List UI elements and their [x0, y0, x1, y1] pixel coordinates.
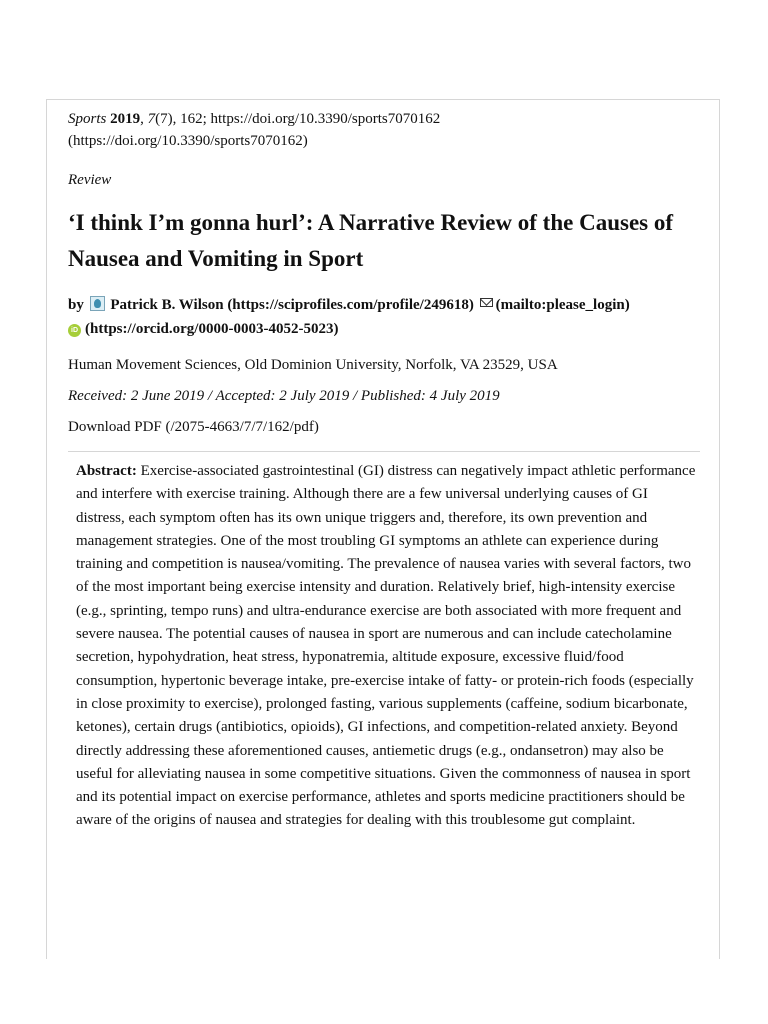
author-profile-link[interactable]: (https://sciprofiles.com/profile/249618) [227, 297, 474, 313]
article-header [68, 108, 708, 437]
doi-link[interactable]: (https://doi.org/10.3390/sports7070162) [68, 133, 308, 149]
author-profile-icon[interactable] [90, 296, 105, 311]
article-type: Review [68, 172, 112, 188]
citation-issue-article: (7), 162; https://doi.org/10.3390/sports7070162 [155, 111, 441, 127]
journal-name: Sports [68, 111, 107, 127]
abstract [76, 460, 696, 833]
orcid-icon[interactable]: iD [68, 324, 81, 337]
article-title: ‘I think I’m gonna hurl’: A Narrative Review of the Causes of Nausea and Vomiting in Sport [68, 210, 674, 271]
abstract-label: Abstract: [76, 463, 137, 479]
author-orcid-link[interactable]: (https://orcid.org/0000-0003-4052-5023) [85, 321, 339, 337]
citation-year: 2019 [110, 111, 141, 127]
section-divider [68, 451, 700, 452]
by-label: by [68, 297, 84, 313]
publication-dates: Received: 2 June 2019 / Accepted: 2 July 2019 / Published: 4 July 2019 [68, 388, 500, 404]
citation: Sports 2019, 7(7), 162; https://doi.org/10.3390/sports7070162 (https://doi.org/10.3390/sports7070162) [68, 111, 441, 149]
abstract-text: Exercise-associated gastrointestinal (GI) distress can negatively impact athletic performance and interfere with exercise training. Although there are a few universal underlying causes of GI distress, each symptom often has its own unique triggers and, therefore, its own prevention and management strategies. One of the most troubling GI symptoms an athlete can experience during training and competition is nausea/vomiting. The prevalence of nausea varies with several factors, two of the most important being exercise intensity and duration. Relatively brief, high-intensity exercise (e.g., sprinting, tempo runs) and ultra-endurance exercise are both associated with more frequent and severe nausea. The potential causes of nausea in sport are numerous and can include catecholamine secretion, hypohydration, heat stress, hyponatremia, altitude exposure, excessive fluid/food consumption, hypertonic beverage intake, pre-exercise intake of fatty- or protein-rich foods (especially in close proximity to exercise), prolonged fasting, various supplements (caffeine, sodium bicarbonate, ketones), certain drugs (antibiotics, opioids), GI infections, and competition-related anxiety. Beyond directly addressing these aforementioned causes, antiemetic drugs (e.g., ondansetron) may also be useful for alleviating nausea in some competitive situations. Given the commonness of nausea in sport and its potential impact on exercise performance, athletes and sports medicine practitioners should be aware of the origins of nausea and strategies for dealing with this troublesome gut complaint. [76, 463, 696, 829]
download-pdf-link[interactable]: Download PDF (/2075-4663/7/7/162/pdf) [68, 419, 319, 435]
affiliation: Human Movement Sciences, Old Dominion University, Norfolk, VA 23529, USA [68, 357, 558, 373]
citation-volume: 7 [147, 111, 156, 127]
author-line [68, 293, 708, 341]
mail-icon[interactable] [480, 298, 493, 307]
author-mail-link[interactable]: (mailto:please_login) [495, 297, 630, 313]
author-name[interactable]: Patrick B. Wilson [110, 297, 224, 313]
